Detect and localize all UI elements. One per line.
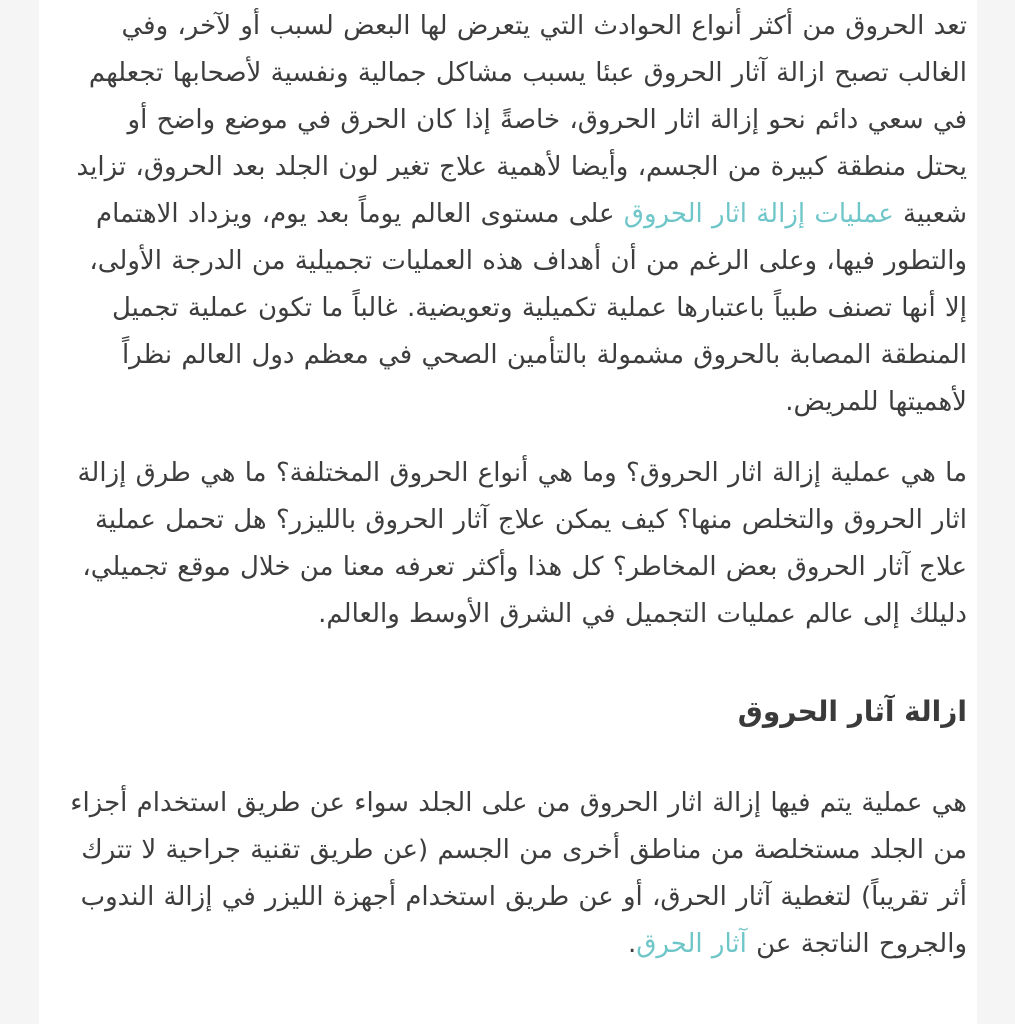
questions-paragraph: ما هي عملية إزالة اثار الحروق؟ وما هي أنواع الحروق المختلفة؟ ما هي طرق إزالة اثار الحروق والتخلص منها؟ كيف يمكن علاج آثار الحروق بالليزر؟ هل تحمل عملية علاج آثار الحروق بعض المخاطر؟ كل هذا وأكثر تعرفه معنا من خلال موقع تجميلي، دليلك إلى عالم عمليات التجميل في الشرق الأوسط والعالم.	[77, 458, 967, 629]
article-content	[39, 0, 977, 1024]
intro-paragraph-text-end: على مستوى العالم يوماً بعد يوم، ويزداد الاهتمام والتطور فيها، وعلى الرغم من أن أهداف هذه العمليات تجميلية من الدرجة الأولى، إلا أنها تصنف طبياً باعتبارها عملية تكميلية وتعويضية. غالباً ما تكون عملية تجميل المنطقة المصابة بالحروق مشمولة بالتأمين الصحي في معظم دول العالم نظراً لأهميتها للمريض.	[89, 199, 967, 417]
burn-scar-removal-operations-link[interactable]: عمليات إزالة اثار الحروق	[623, 199, 894, 229]
definition-paragraph	[69, 780, 967, 968]
intro-paragraph	[69, 3, 967, 426]
burn-marks-link[interactable]: آثار الحرق	[636, 929, 747, 959]
definition-paragraph-text-start: هي عملية يتم فيها إزالة اثار الحروق من على الجلد سواء عن طريق استخدام أجزاء من الجلد مستخلصة من مناطق أخرى من الجسم (عن طريق تقنية جراحية لا تترك أثر تقريباً) لتغطية آثار الحرق، أو عن طريق استخدام أجهزة الليزر في إزالة الندوب والجروح الناتجة عن	[70, 788, 967, 959]
left-gutter	[0, 0, 39, 1024]
definition-paragraph-text-end: .	[627, 929, 637, 959]
section-heading: ازالة آثار الحروق	[737, 695, 967, 728]
intro-paragraph-text-start: تعد الحروق من أكثر أنواع الحوادث التي يتعرض لها البعض لسبب أو لآخر، وفي الغالب تصبح ازالة آثار الحروق عبئا يسبب مشاكل جمالية ونفسية لأصحابها تجعلهم في سعي دائم نحو إزالة اثار الحروق، خاصةً إذا كان الحرق في موضع واضح أو يحتل منطقة كبيرة من الجسم، وأيضا لأهمية علاج تغير لون الجلد بعد الحروق، تزايد شعبية	[76, 11, 967, 229]
right-gutter	[977, 0, 1015, 1024]
